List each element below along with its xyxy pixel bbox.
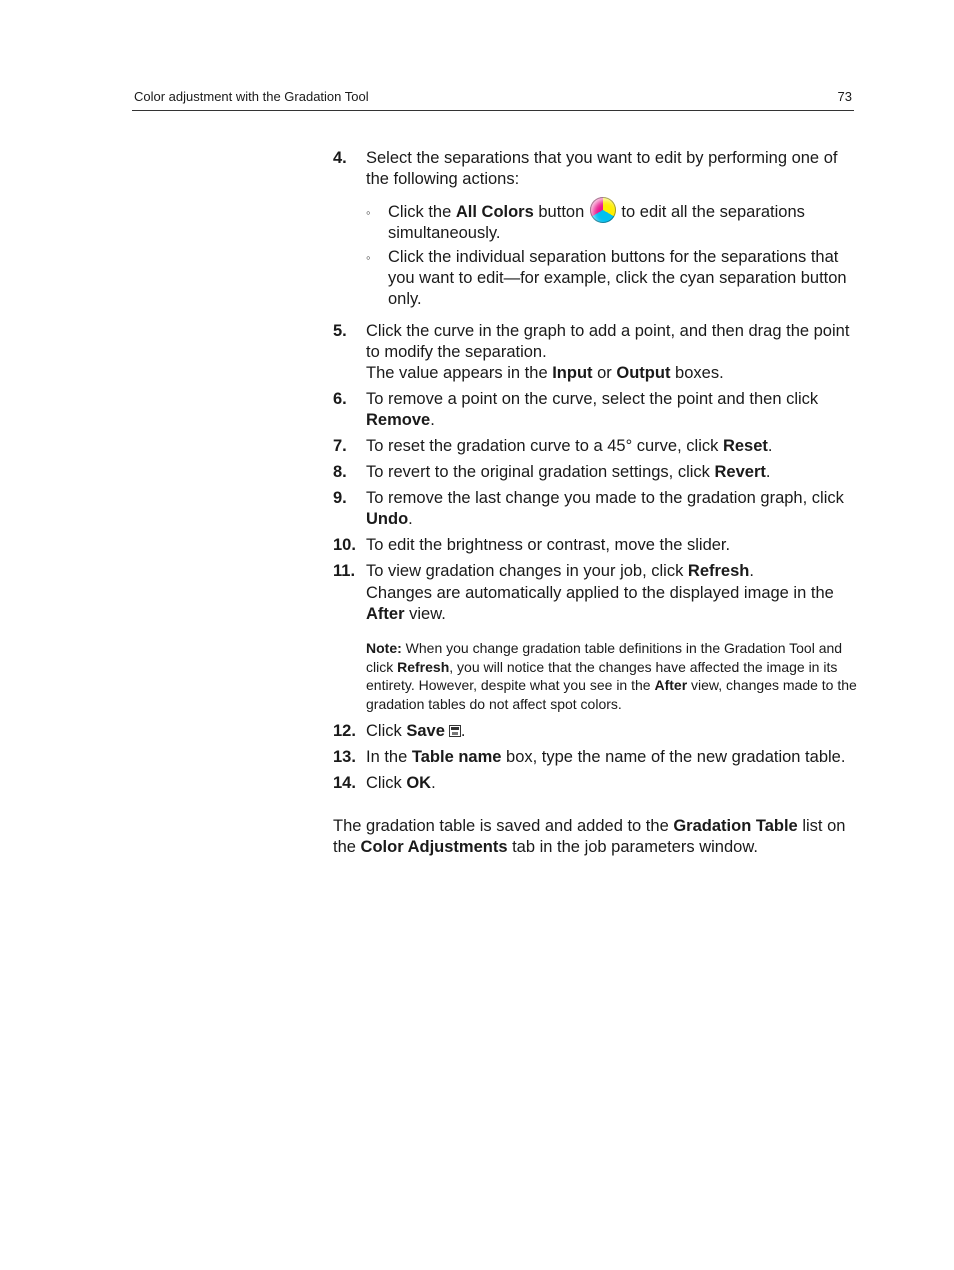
- text: Click the individual separation buttons for the separations that you want to edit—for example, click the cyan separation button only.: [388, 248, 847, 308]
- ui-term: Output: [616, 364, 671, 382]
- step-14: [333, 773, 858, 794]
- text: tab in the job parameters window.: [507, 838, 758, 856]
- ui-term: Undo: [366, 510, 409, 528]
- step-9: [333, 488, 858, 530]
- step-text: [366, 363, 858, 384]
- step-8: [333, 462, 858, 483]
- step-number: 6.: [333, 390, 347, 408]
- text: list on the: [333, 817, 846, 856]
- text: .: [767, 437, 773, 455]
- step-text: Select the separations that you want to edit by performing one of the following actions:: [366, 149, 838, 188]
- ui-term: After: [654, 677, 688, 693]
- ui-term: OK: [406, 774, 432, 792]
- step-text: [366, 462, 858, 483]
- text: .: [430, 411, 435, 429]
- text: To reset the gradation curve to a 45° curve, click: [366, 437, 723, 455]
- ui-term: Table name: [411, 748, 502, 766]
- ui-term: Remove: [366, 411, 431, 429]
- step-text: To edit the brightness or contrast, move the slider.: [366, 536, 731, 554]
- ui-term: Color Adjustments: [360, 838, 508, 856]
- bullet: ◦: [366, 250, 371, 265]
- text: button: [533, 203, 589, 221]
- step-text: [366, 583, 858, 625]
- list-item: [366, 247, 858, 310]
- text: Click the: [388, 203, 456, 221]
- text: box, type the name of the new gradation table.: [501, 748, 846, 766]
- text: The gradation table is saved and added to the: [333, 817, 674, 835]
- page-header: [132, 88, 854, 111]
- list-item: [366, 202, 858, 244]
- text: boxes.: [670, 364, 724, 382]
- ui-term: Revert: [714, 463, 766, 481]
- save-icon: [449, 725, 461, 737]
- step-text: [366, 773, 858, 794]
- all-colors-icon: [590, 197, 616, 223]
- bullet: ◦: [366, 205, 371, 220]
- text: .: [408, 510, 413, 528]
- text: view.: [404, 605, 446, 623]
- step-number: 9.: [333, 489, 347, 507]
- step-10: [333, 535, 858, 556]
- step-text: Click the curve in the graph to add a point, and then drag the point to modify the separation.: [366, 322, 850, 361]
- note-label: Note:: [366, 640, 402, 656]
- page-number: 73: [837, 89, 852, 104]
- text: Click: [366, 774, 407, 792]
- step-text: [366, 561, 858, 582]
- text: To remove a point on the curve, select the point and then click: [366, 390, 819, 408]
- ui-term: All Colors: [455, 203, 534, 221]
- text: to edit all the separations simultaneously.: [388, 203, 805, 242]
- step-6: [333, 389, 858, 431]
- step-4: [333, 148, 858, 310]
- text: To revert to the original gradation settings, click: [366, 463, 715, 481]
- closing-paragraph: [333, 816, 858, 858]
- sub-list: [366, 202, 858, 310]
- note: [366, 639, 858, 713]
- step-number: 7.: [333, 437, 347, 455]
- step-text: [366, 436, 858, 457]
- step-number: 12.: [333, 722, 356, 740]
- ui-term: After: [366, 605, 405, 623]
- ui-term: Save: [406, 722, 445, 740]
- step-number: 10.: [333, 536, 356, 554]
- ui-term: Refresh: [687, 562, 750, 580]
- step-number: 4.: [333, 149, 347, 167]
- step-number: 14.: [333, 774, 356, 792]
- step-13: [333, 747, 858, 768]
- main-content: [333, 148, 858, 858]
- text: , you will notice that the changes have affected the image in its entirety. However, despite what you see in the: [366, 658, 838, 693]
- text: .: [431, 774, 436, 792]
- text: The value appears in the: [366, 364, 553, 382]
- step-text: [366, 389, 858, 431]
- step-number: 11.: [333, 562, 356, 580]
- text: In the: [366, 748, 412, 766]
- step-number: 13.: [333, 748, 356, 766]
- text: .: [460, 722, 466, 740]
- ui-term: Reset: [722, 437, 768, 455]
- text: Click: [366, 722, 407, 740]
- text: To view gradation changes in your job, click: [366, 562, 688, 580]
- step-11: [333, 561, 858, 625]
- step-7: [333, 436, 858, 457]
- text: or: [592, 364, 617, 382]
- ui-term: Input: [552, 364, 593, 382]
- text: Changes are automatically applied to the displayed image in the: [366, 584, 834, 602]
- header-title: Color adjustment with the Gradation Tool: [134, 89, 369, 104]
- ui-term: Refresh: [397, 658, 450, 675]
- text: When you change gradation table definitions in the Gradation Tool and click: [366, 640, 843, 675]
- step-5: [333, 321, 858, 384]
- step-text: [366, 488, 858, 530]
- ui-term: Gradation Table: [673, 817, 798, 835]
- text: To remove the last change you made to the gradation graph, click: [366, 489, 844, 507]
- step-text: [366, 747, 858, 768]
- text: view, changes made to the gradation tables do not affect spot colors.: [366, 677, 857, 712]
- step-text: [366, 721, 858, 742]
- step-number: 5.: [333, 322, 347, 340]
- text: .: [749, 562, 754, 580]
- text: .: [765, 463, 771, 481]
- step-number: 8.: [333, 463, 347, 481]
- step-12: [333, 721, 858, 742]
